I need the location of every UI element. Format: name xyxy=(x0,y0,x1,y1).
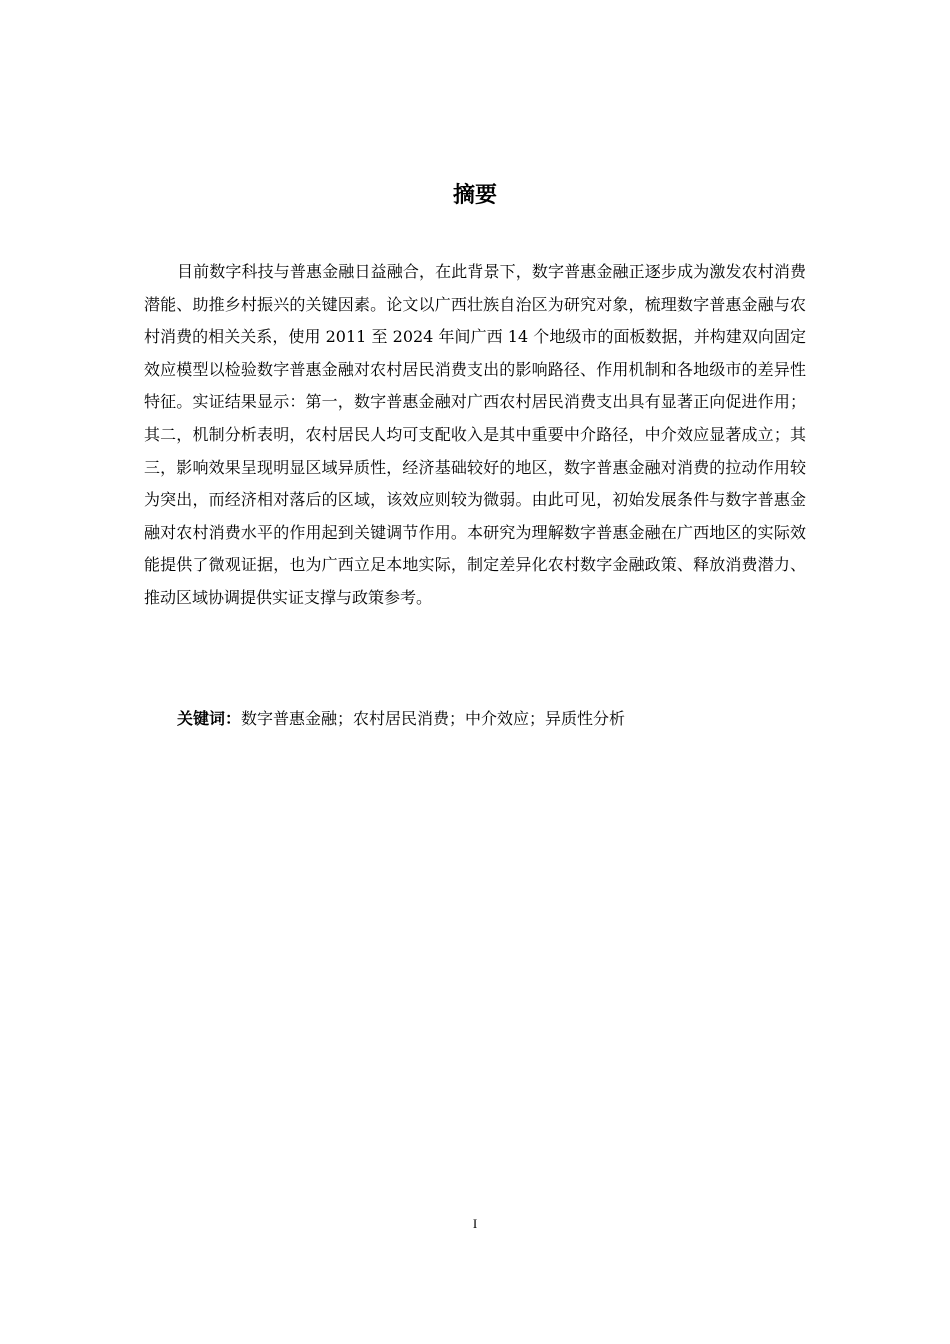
page-title: 摘要 xyxy=(452,183,497,208)
keywords-label: 关键词： xyxy=(177,709,242,728)
abstract-paragraph: 目前数字科技与普惠金融日益融合，在此背景下，数字普惠金融正逐步成为激发农村消费潜能、助推乡村振兴的关键因素。论文以广西壮族自治区为研究对象，梳理数字普惠金融与农村消费的相关关系，使用 2011 至 2024 年间广西 14 个地级市的面板数据，并构建双向固定效应模型以检验数字普惠金融对农村居民消费支出的影响路径、作用机制和各地级市的差异性特征。实证结果显示：第一，数字普惠金融对广西农村居民消费支出具有显著正向促进作用；其二，机制分析表明，农村居民人均可支配收入是其中重要中介路径，中介效应显著成立；其三，影响效果呈现明显区域异质性，经济基础较好的地区，数字普惠金融对消费的拉动作用较为突出，而经济相对落后的区域，该效应则较为微弱。由此可见，初始发展条件与数字普惠金融对农村消费水平的作用起到关键调节作用。本研究为理解数字普惠金融在广西地区的实际效能提供了微观证据，也为广西立足本地实际，制定差异化农村数字金融政策、释放消费潜力、推动区域协调提供实证支撑与政策参考。 xyxy=(144,262,806,607)
keywords-line xyxy=(177,703,806,735)
keywords-text: 数字普惠金融；农村居民消费；中介效应；异质性分析 xyxy=(241,709,626,728)
page-number: I xyxy=(472,1216,478,1231)
